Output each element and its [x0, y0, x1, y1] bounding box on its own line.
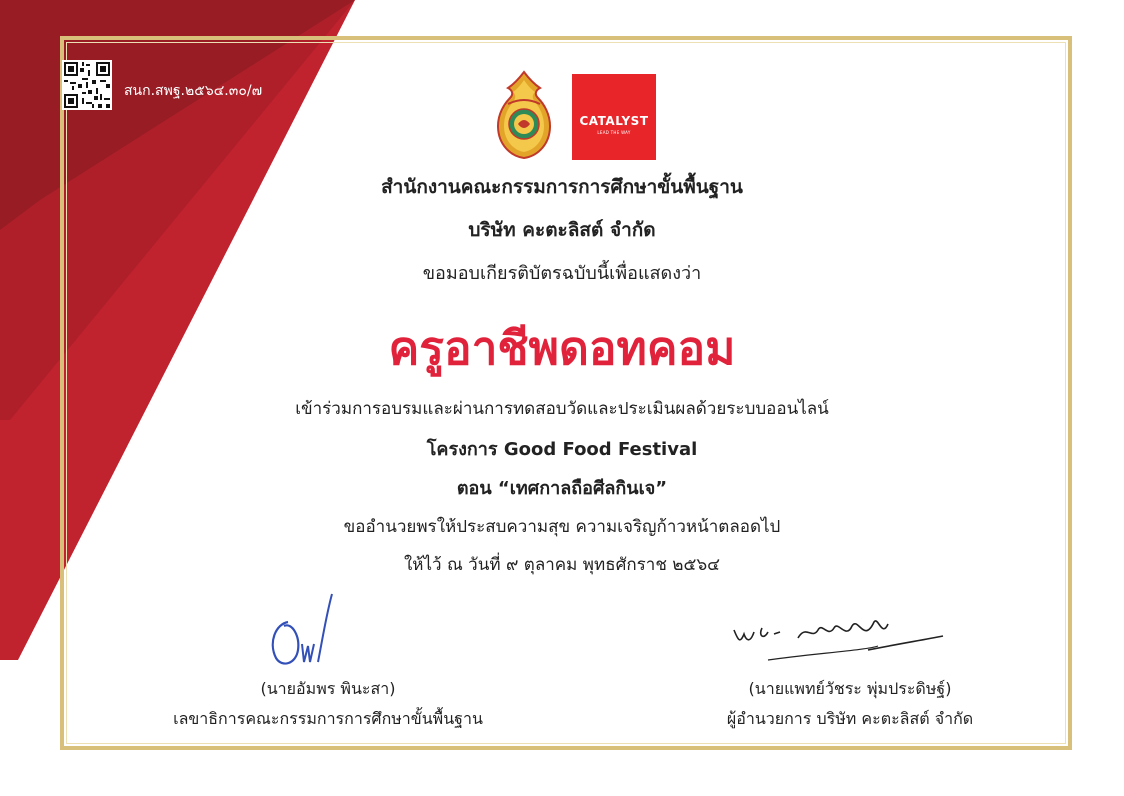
issue-date: ให้ไว้ ณ วันที่ ๙ ตุลาคม พุทธศักราช ๒๕๖๔	[403, 555, 721, 575]
signatory-left-name: (นายอัมพร พินะสา)	[260, 679, 396, 698]
obec-seal-icon	[494, 70, 554, 160]
blessing-text: ขออำนวยพรให้ประสบความสุข ความเจริญก้าวหน้าตลอดไป	[343, 517, 781, 537]
recipient-name: ครูอาชีพดอทคอม	[388, 321, 736, 375]
project-name: โครงการ Good Food Festival	[426, 439, 698, 460]
document-number: สนก.สพฐ.๒๕๖๔.๓๐/๗	[124, 83, 263, 99]
grant-statement: ขอมอบเกียรติบัตรฉบับนี้เพื่อแสดงว่า	[422, 263, 702, 284]
issuing-org-1: สำนักงานคณะกรรมการการศึกษาขั้นพื้นฐาน	[381, 176, 743, 198]
signatory-left	[128, 674, 528, 734]
catalyst-tagline: LEAD THE WAY	[597, 130, 631, 135]
qr-code-icon[interactable]	[62, 60, 112, 110]
signature-right	[728, 610, 948, 670]
signature-left	[262, 592, 342, 672]
signatory-right	[640, 674, 1060, 734]
catalyst-brand-name: CATALYST	[579, 114, 649, 128]
signatory-right-name: (นายแพทย์วัชระ พุ่มประดิษฐ์)	[748, 679, 952, 698]
catalyst-logo	[572, 74, 656, 160]
signatory-right-title: ผู้อำนวยการ บริษัท คะตะลิสต์ จำกัด	[726, 709, 974, 728]
signatory-left-title: เลขาธิการคณะกรรมการการศึกษาขั้นพื้นฐาน	[173, 709, 483, 728]
issuing-org-2: บริษัท คะตะลิสต์ จำกัด	[468, 219, 656, 241]
achievement-description: เข้าร่วมการอบรมและผ่านการทดสอบวัดและประเมินผลด้วยระบบออนไลน์	[295, 399, 829, 419]
episode-name: ตอน “เทศกาลถือศีลกินเจ”	[456, 478, 668, 499]
